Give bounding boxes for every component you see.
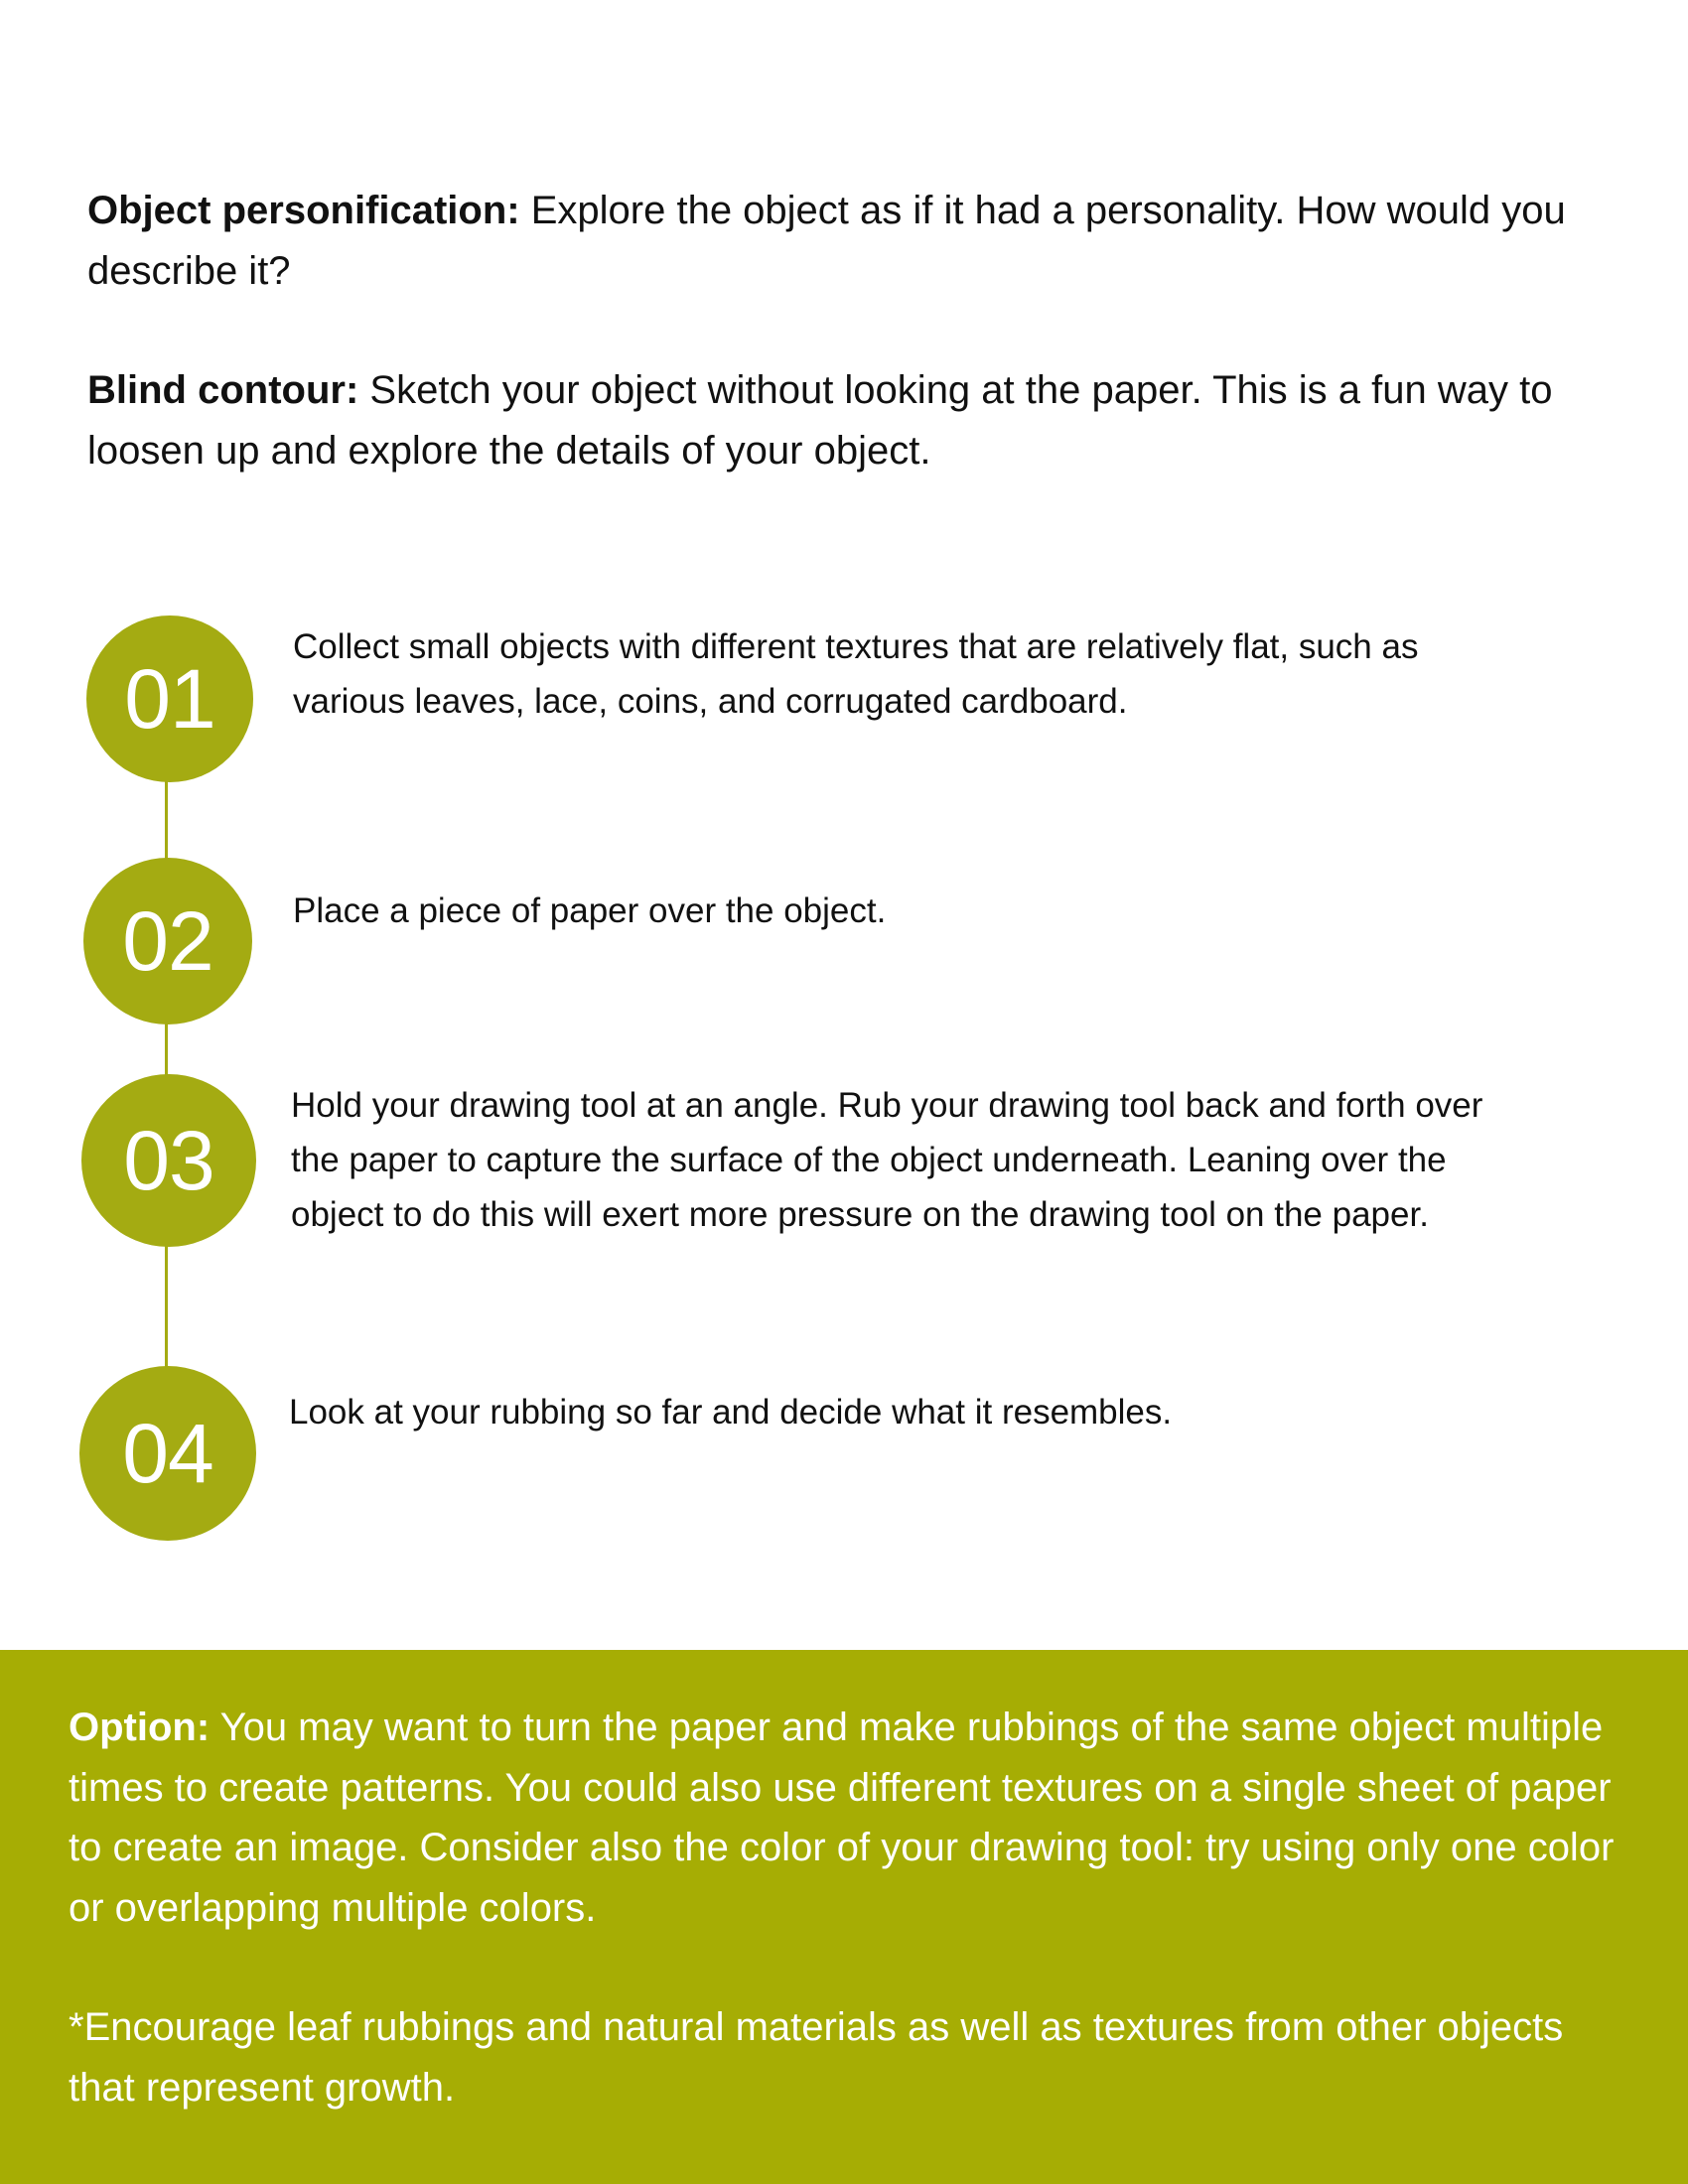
step-number-circle [86, 615, 253, 782]
step-number: 02 [122, 893, 213, 988]
option-text: You may want to turn the paper and make rubbings of the same object multiple times to create patterns. You could also use different textures on a single sheet of paper to create an image. Consider also the color of your drawing tool: try using only one color or overlapping multiple colors. [69, 1706, 1615, 1930]
blind-contour-text: Sketch your object without looking at the paper. This is a fun way to loosen up and explore the details of your object. [87, 368, 1553, 473]
personification-text: Explore the object as if it had a personality. How would you describe it? [87, 189, 1566, 293]
option-paragraph [69, 1698, 1637, 1938]
step-number: 01 [124, 651, 215, 746]
personification-paragraph [87, 181, 1617, 302]
option-panel [0, 1650, 1688, 2184]
step-instruction: Look at your rubbing so far and decide what it resembles. [289, 1393, 1173, 1432]
step-connector [165, 779, 168, 859]
step-number-circle [79, 1366, 256, 1541]
option-label: Option: [69, 1706, 211, 1749]
step-number-circle [83, 858, 252, 1024]
step-number: 03 [123, 1113, 214, 1207]
step-connector [165, 1023, 168, 1076]
blind-contour-label: Blind contour: [87, 368, 359, 412]
personification-label: Object personification: [87, 189, 520, 232]
option-note: *Encourage leaf rubbings and natural materials as well as textures from other objects that represent growth. [69, 2005, 1564, 2110]
step-instruction: Collect small objects with different textures that are relatively flat, such as various leaves, lace, coins, and corrugated cardboard. [293, 627, 1419, 721]
step-number-circle [81, 1074, 256, 1247]
step-number: 04 [122, 1406, 213, 1500]
step-instruction: Hold your drawing tool at an angle. Rub your drawing tool back and forth over the paper to capture the surface of the object underneath. Leaning over the object to do this will exert more pressure on the drawing tool on the paper. [291, 1086, 1483, 1234]
step-connector [165, 1246, 168, 1368]
step-instruction: Place a piece of paper over the object. [293, 891, 887, 930]
blind-contour-paragraph [87, 360, 1617, 481]
